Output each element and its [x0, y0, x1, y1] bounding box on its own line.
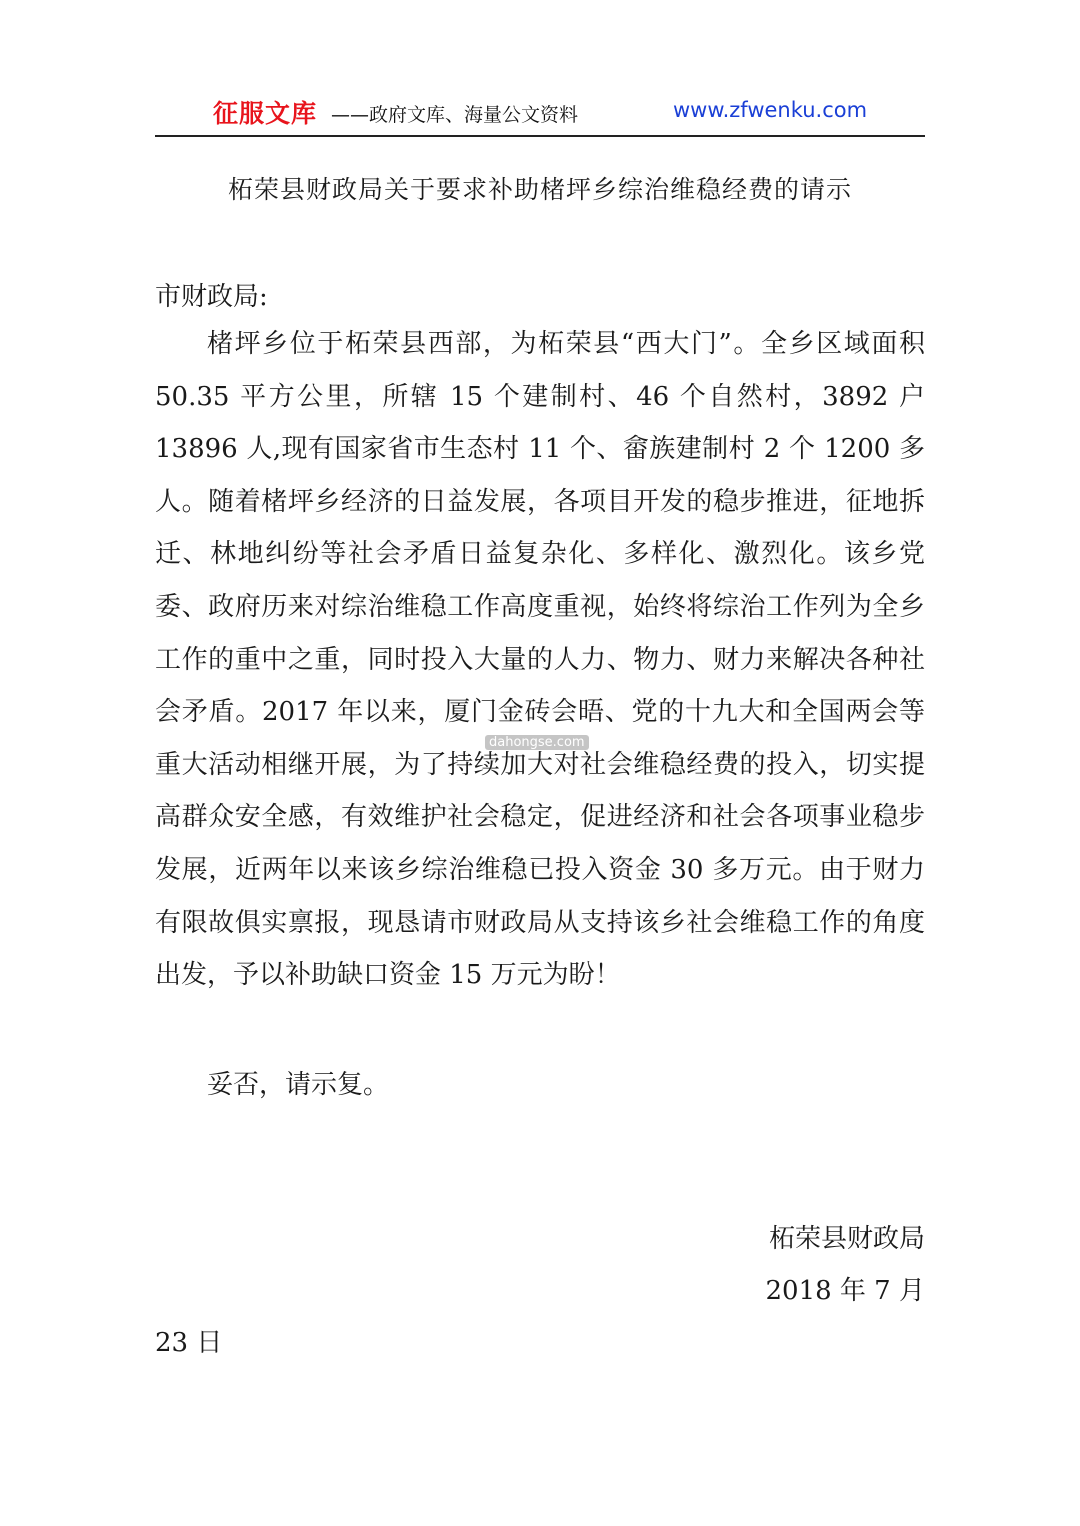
header-divider [155, 135, 925, 137]
addressee: 市财政局: [155, 282, 268, 312]
header-tagline: ——政府文库、海量公文资料 [331, 104, 579, 126]
brand-logo-text: 征服文库 [213, 99, 318, 128]
body-paragraph: 楮坪乡位于柘荣县西部，为柘荣县“西大门”。全乡区域面积 50.35 平方公里，所辖 15 个建制村、46 个自然村，3892 户 13896 人,现有国家省市生态村 11 个、畲族建制村 2 个 1200 多人。随着楮坪乡经济的日益发展，各项目开发的稳步推进，征地拆迁、林地纠纷等社会矛盾日益复杂化、多样化、激烈化。该乡党委、政府历来对综治维稳工作高度重视，始终将综治工作列为全乡工作的重中之重，同时投入大量的人力、物力、财力来解决各种社会矛盾。2017 年以来，厦门金砖会晤、党的十九大和全国两会等重大活动相继开展，为了持续加大对社会维稳经费的投入，切实提高群众安全感，有效维护社会稳定，促进经济和社会各项事业稳步发展，近两年以来该乡综治维稳已投入资金 30 多万元。由于财力有限故俱实禀报，现恳请市财政局从支持该乡社会维稳工作的角度出发，予以补助缺口资金 15 万元为盼！ [155, 329, 925, 991]
watermark: dahongse.com [485, 735, 589, 750]
document-title: 柘荣县财政局关于要求补助楮坪乡综治维稳经费的请示 [227, 175, 852, 204]
date-day: 23 日 [155, 1328, 223, 1358]
page-header [155, 92, 925, 134]
signature-organization: 柘荣县财政局 [768, 1224, 925, 1254]
date-year-month: 2018 年 7 月 [765, 1276, 925, 1306]
site-url-link[interactable]: www.zfwenku.com [673, 98, 868, 122]
closing-line: 妥否，请示复。 [207, 1070, 390, 1100]
